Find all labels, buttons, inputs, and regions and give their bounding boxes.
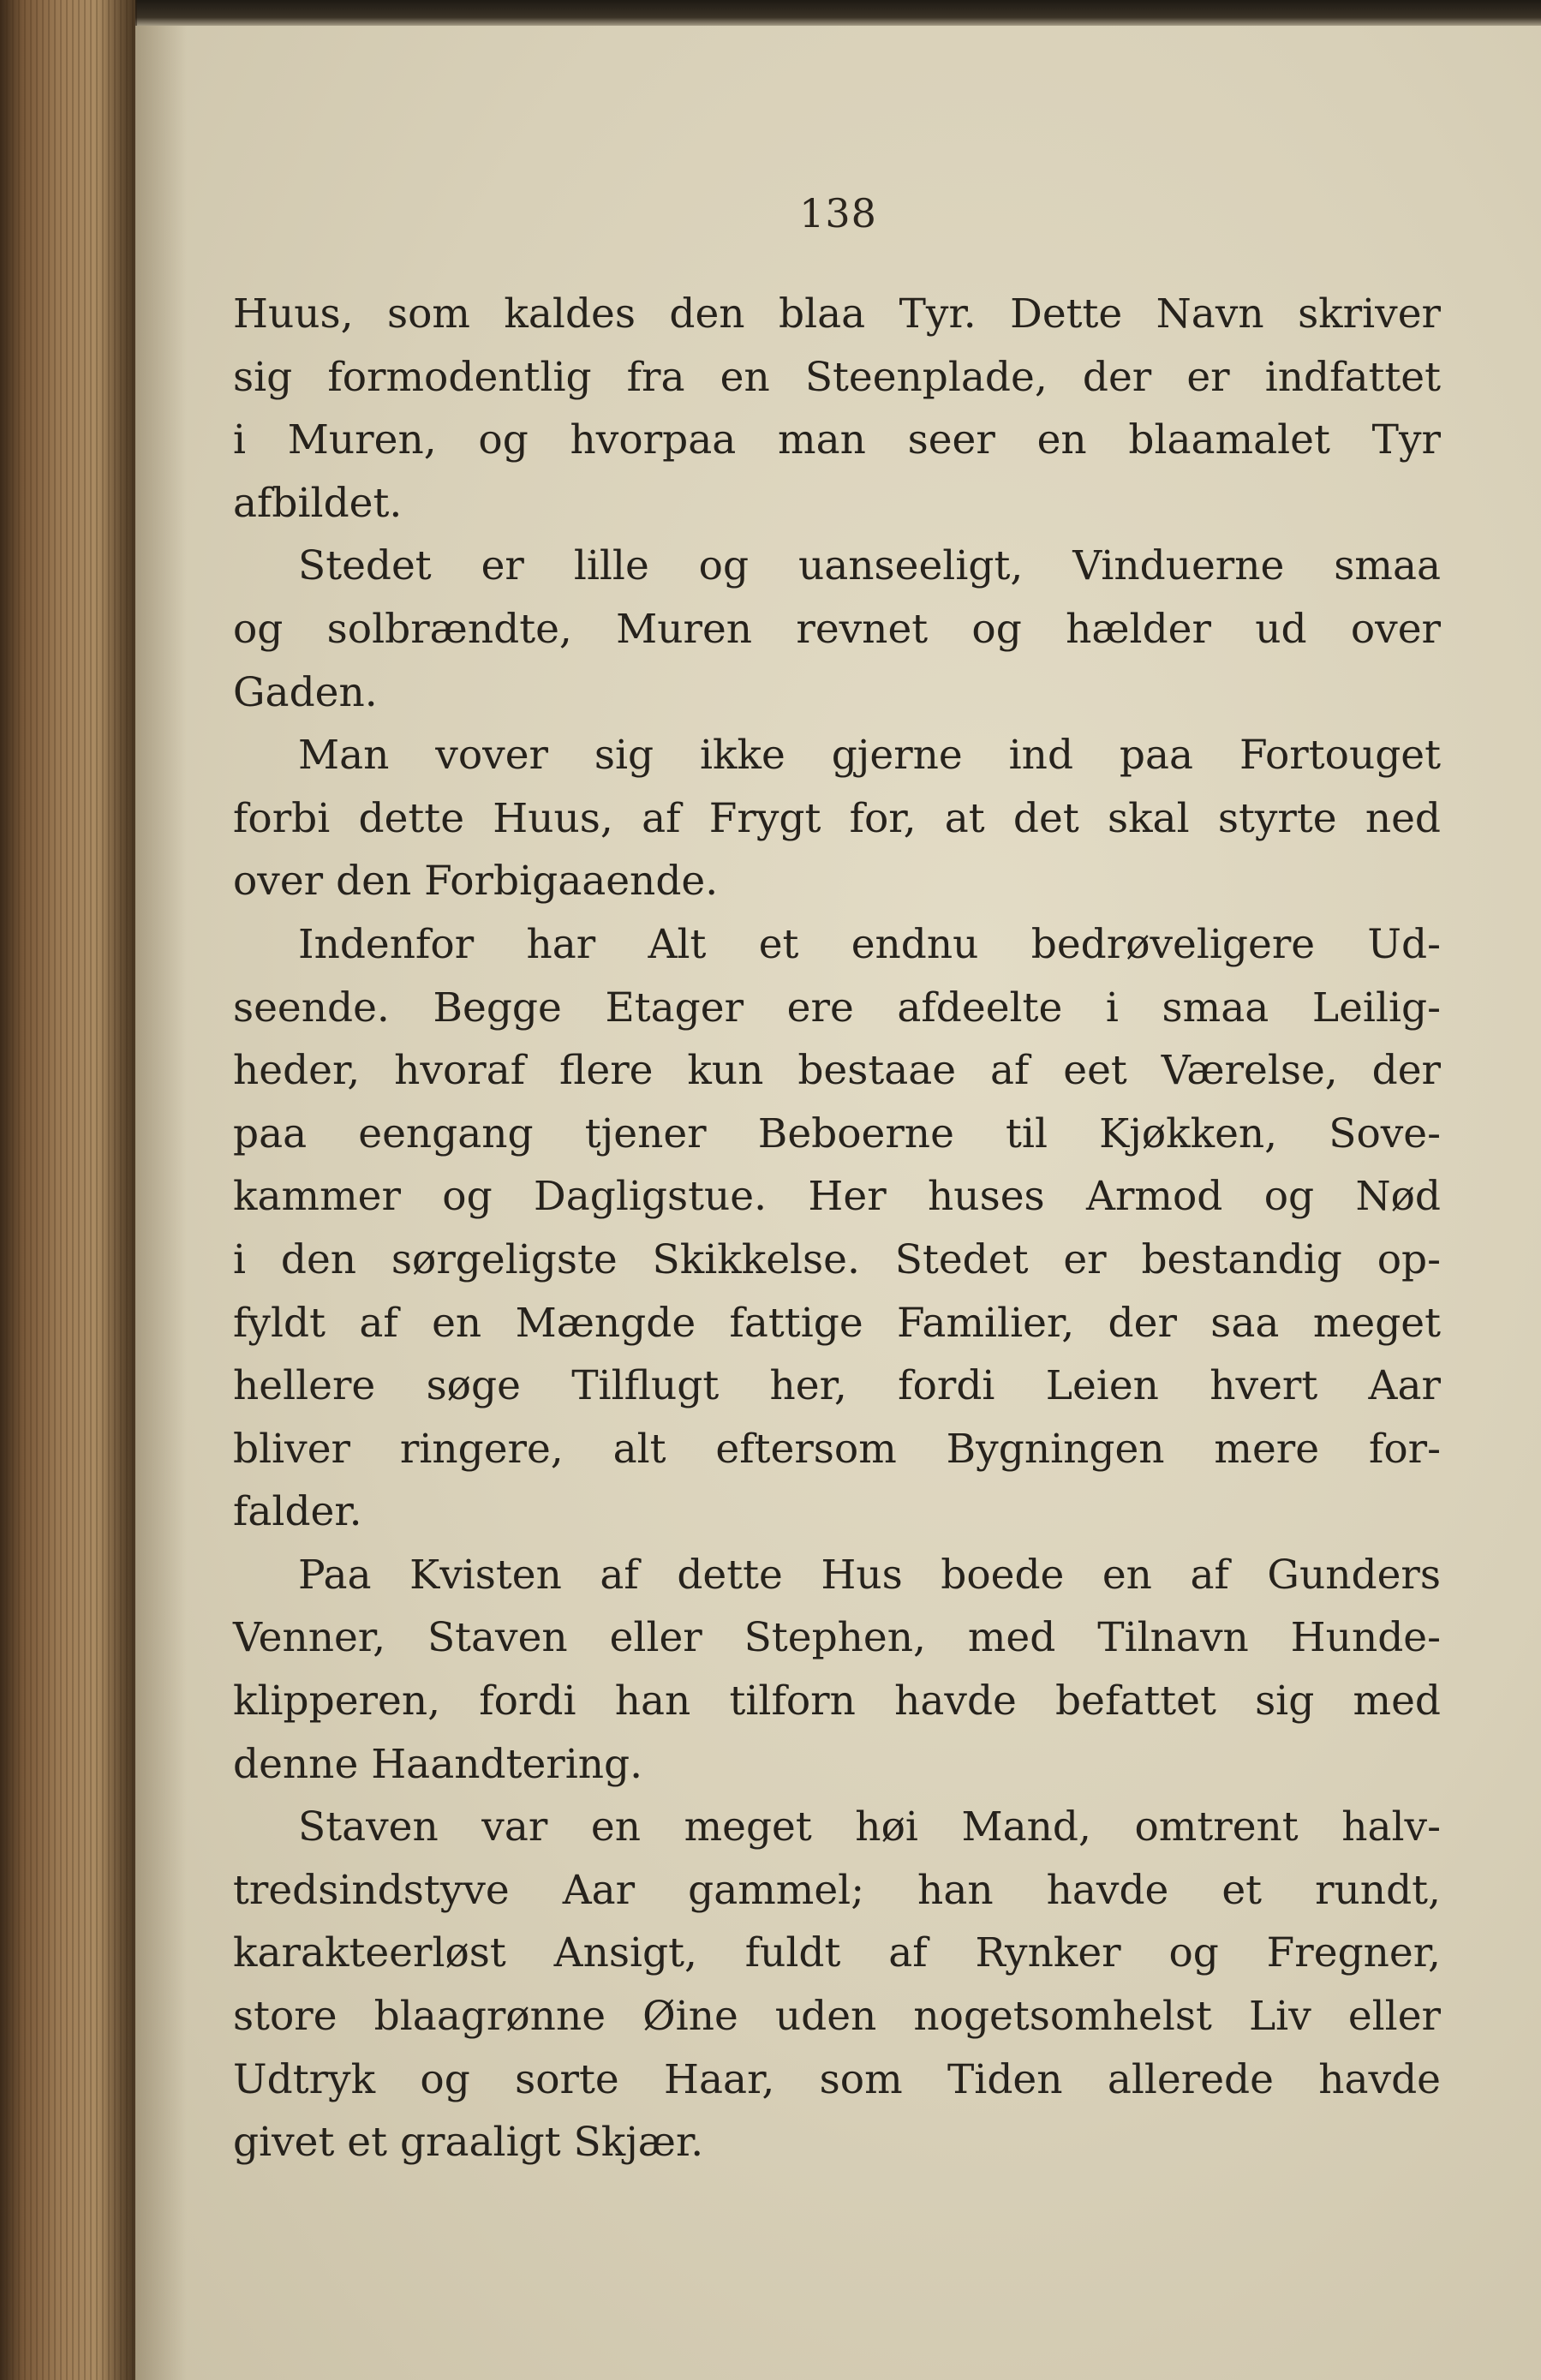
text-line: Venner, Staven eller Stephen, med Tilnavn Hunde- [233, 1614, 1441, 1662]
text-line: tredsindstyve Aar gammel; han havde et rundt, [233, 1866, 1441, 1914]
book-edge-shadow [103, 0, 137, 2380]
text-line: og solbrændte, Muren revnet og hælder ud over [233, 605, 1441, 653]
text-line: over den Forbigaaende. [233, 858, 719, 906]
text-line: heder, hvoraf flere kun bestaae af eet Værelse, der [233, 1047, 1441, 1095]
text-line: Man vover sig ikke gjerne ind paa Fortouget [298, 732, 1441, 780]
text-line: Paa Kvisten af dette Hus boede en af Gunders [298, 1551, 1441, 1599]
text-line: fyldt af en Mængde fattige Familier, der saa meget [233, 1299, 1441, 1347]
text-line: Indenfor har Alt et endnu bedrøveligere Ud- [298, 920, 1441, 968]
text-line: Huus, som kaldes den blaa Tyr. Dette Navn skriver [233, 290, 1441, 338]
text-line: seende. Begge Etager ere afdeelte i smaa Leilig- [233, 984, 1441, 1032]
text-line: sig formodentlig fra en Steenplade, der er indfattet [233, 353, 1441, 401]
text-line: karakteerløst Ansigt, fuldt af Rynker og Fregner, [233, 1929, 1441, 1977]
text-line: i den sørgeligste Skikkelse. Stedet er bestandig op- [233, 1235, 1441, 1283]
text-line: hellere søge Tilflugt her, fordi Leien hvert Aar [233, 1362, 1441, 1410]
body-text [233, 283, 1441, 2174]
text-line: bliver ringere, alt eftersom Bygningen mere for- [233, 1425, 1441, 1473]
text-line: Stedet er lille og uanseeligt, Vinduerne smaa [298, 542, 1441, 590]
page-top-shadow [0, 0, 1541, 29]
text-line: denne Haandtering. [233, 1740, 643, 1788]
text-line: store blaagrønne Øine uden nogetsomhelst Liv eller [233, 1993, 1441, 2041]
text-line: kammer og Dagligstue. Her huses Armod og Nød [233, 1173, 1441, 1221]
text-line: givet et graaligt Skjær. [233, 2119, 704, 2167]
text-line: Gaden. [233, 668, 378, 716]
text-line: i Muren, og hvorpaa man seer en blaamalet Tyr [233, 416, 1441, 464]
page-gutter [135, 26, 187, 2380]
page-number: 138 [799, 190, 877, 236]
text-line: forbi dette Huus, af Frygt for, at det skal styrte ned [233, 794, 1441, 842]
text-line: paa eengang tjener Beboerne til Kjøkken, Sove- [233, 1109, 1441, 1157]
text-line: falder. [233, 1488, 362, 1536]
text-line: afbildet. [233, 479, 403, 527]
text-line: klipperen, fordi han tilforn havde befattet sig med [233, 1677, 1441, 1725]
text-line: Udtryk og sorte Haar, som Tiden allerede havde [233, 2055, 1441, 2103]
text-line: Staven var en meget høi Mand, omtrent halv- [298, 1803, 1441, 1851]
